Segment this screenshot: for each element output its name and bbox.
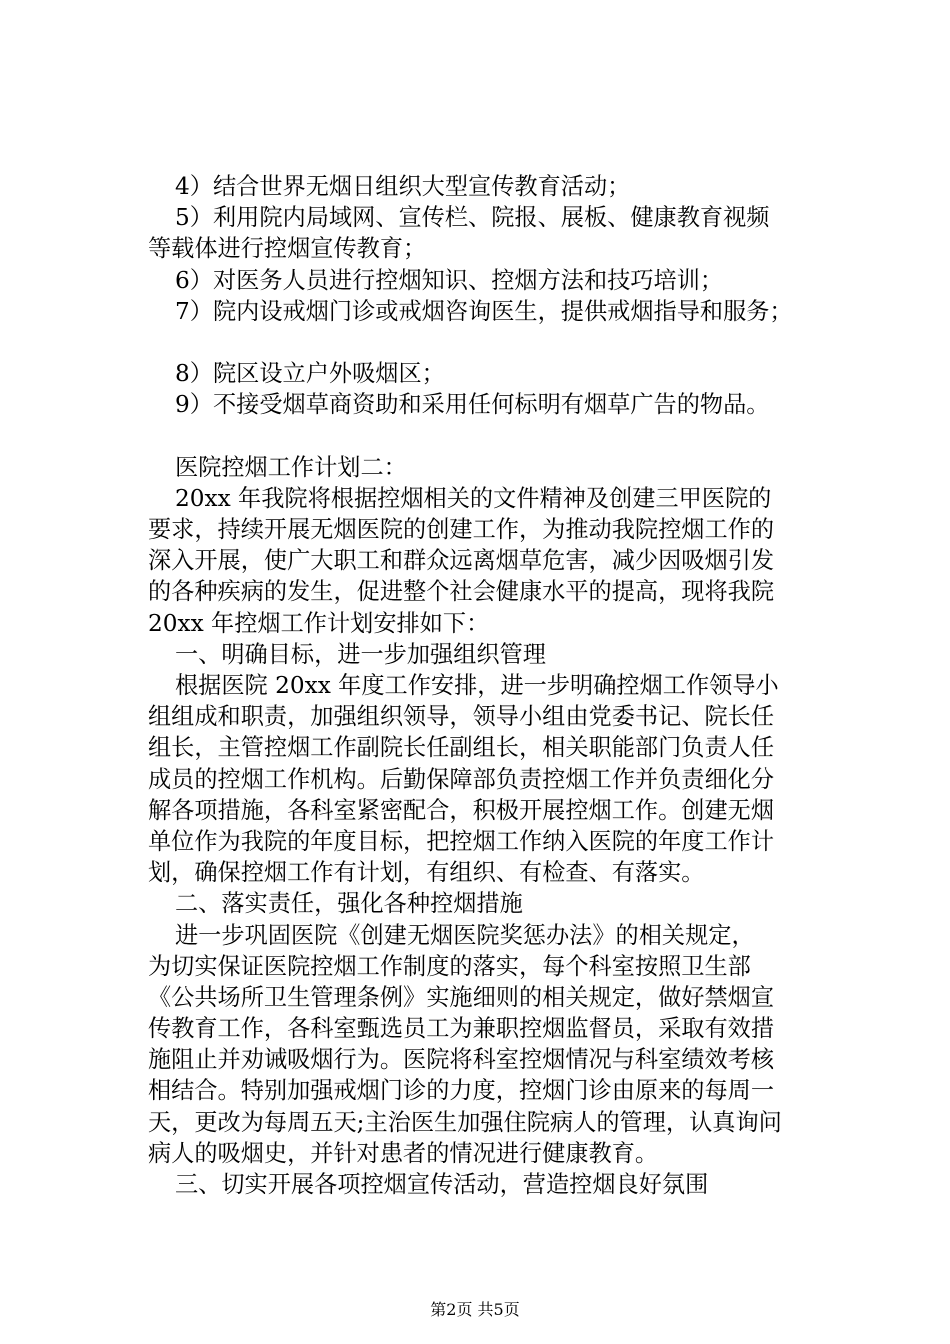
text-line: 的各种疾病的发生，促进整个社会健康水平的提高，现将我院 — [148, 578, 775, 606]
text-line: 进一步巩固医院《创建无烟医院奖惩办法》的相关规定， — [175, 921, 755, 949]
text-line: 病人的吸烟史，并针对患者的情况进行健康教育。 — [148, 1139, 659, 1167]
text-line: 根据医院 20xx 年度工作安排，进一步明确控烟工作领导小 — [175, 672, 779, 699]
list-item: 4）结合世界无烟日组织大型宣传教育活动； — [175, 173, 631, 200]
text-line: 划，确保控烟工作有计划，有组织、有检查、有落实。 — [148, 859, 705, 887]
text-line: 20xx 年控烟工作计划安排如下： — [148, 609, 490, 637]
list-item: 5）利用院内局域网、宣传栏、院报、展板、健康教育视频 — [175, 204, 770, 232]
text-line: 深入开展，使广大职工和群众远离烟草危害，减少因吸烟引发 — [148, 547, 775, 575]
text-line: 要求，持续开展无烟医院的创建工作，为推动我院控烟工作的 — [148, 516, 775, 544]
blank-line — [148, 327, 848, 358]
text-line: 天，更改为每周五天;主治医生加强住院病人的管理，认真询问 — [148, 1108, 782, 1136]
text-line: 单位作为我院的年度目标，把控烟工作纳入医院的年度工作计 — [148, 827, 775, 855]
text-line: 《公共场所卫生管理条例》实施细则的相关规定，做好禁烟宣 — [148, 983, 775, 1011]
text-line: 为切实保证医院控烟工作制度的落实，每个科室按照卫生部 — [148, 952, 751, 980]
text-line: 相结合。特别加强戒烟门诊的力度，控烟门诊由原来的每周一 — [148, 1077, 775, 1105]
text-line: 施阻止并劝诫吸烟行为。医院将科室控烟情况与科室绩效考核 — [148, 1046, 775, 1074]
text-line: 组长，主管控烟工作副院长任副组长，相关职能部门负责人任 — [148, 734, 775, 762]
text-line: 传教育工作，各科室甄选员工为兼职控烟监督员，采取有效措 — [148, 1015, 775, 1043]
list-item: 9）不接受烟草商资助和采用任何标明有烟草广告的物品。 — [175, 391, 770, 419]
section-heading: 一、明确目标，进一步加强组织管理 — [175, 640, 546, 668]
section-heading: 医院控烟工作计划二： — [175, 453, 407, 481]
text-line: 20xx 年我院将根据控烟相关的文件精神及创建三甲医院的 — [175, 484, 772, 512]
text-line: 组组成和职责，加强组织领导，领导小组由党委书记、院长任 — [148, 703, 775, 731]
document-body — [148, 171, 848, 1200]
list-item: 8）院区设立户外吸烟区； — [175, 360, 445, 388]
text-line: 解各项措施，各科室紧密配合，积极开展控烟工作。创建无烟 — [148, 796, 775, 824]
section-heading: 二、落实责任，强化各种控烟措施 — [175, 890, 523, 918]
page-number: 第2页 共5页 — [430, 1300, 520, 1319]
section-heading: 三、切实开展各项控烟宣传活动，营造控烟良好氛围 — [175, 1171, 709, 1198]
blank-line — [148, 421, 848, 452]
text-line: 成员的控烟工作机构。后勤保障部负责控烟工作并负责细化分 — [148, 765, 775, 793]
list-item: 7）院内设戒烟门诊或戒烟咨询医生，提供戒烟指导和服务； — [175, 297, 793, 325]
text-line: 等载体进行控烟宣传教育； — [148, 235, 427, 263]
list-item: 6）对医务人员进行控烟知识、控烟方法和技巧培训； — [175, 266, 724, 294]
